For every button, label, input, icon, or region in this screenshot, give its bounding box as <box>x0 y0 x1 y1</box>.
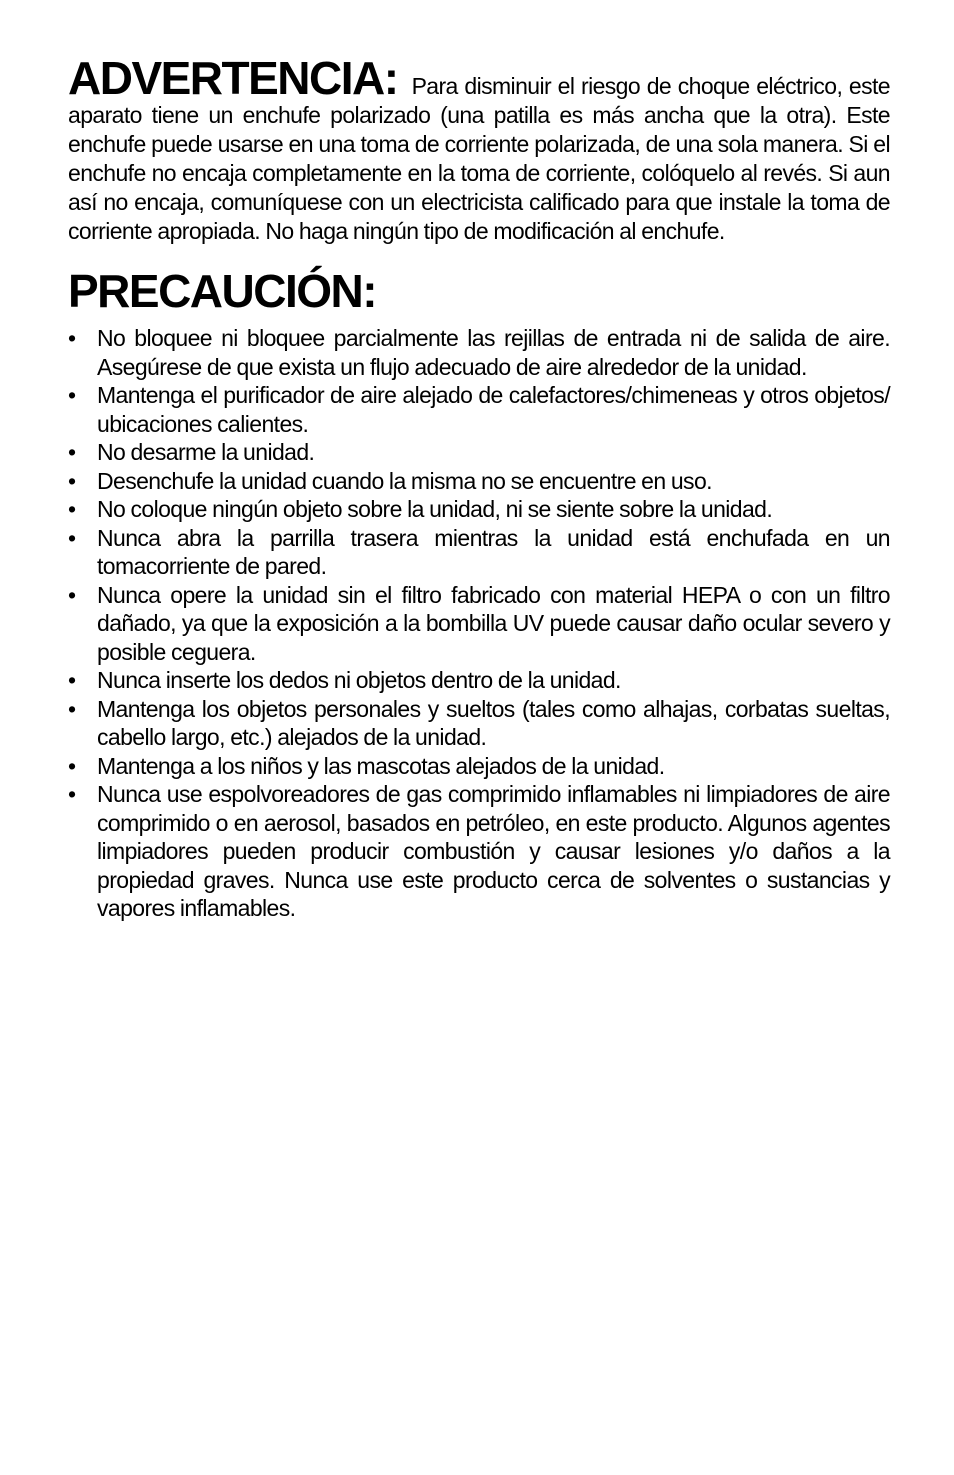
list-item-text: No desarme la unidad. <box>97 439 315 465</box>
list-item <box>68 524 890 581</box>
list-item <box>68 780 890 923</box>
bullet-icon: • <box>68 439 76 465</box>
list-item <box>68 666 890 695</box>
list-item-text: Nunca inserte los dedos ni objetos dentro de la unidad. <box>97 667 621 693</box>
list-item <box>68 695 890 752</box>
list-item <box>68 381 890 438</box>
list-item-text: Mantenga el purificador de aire alejado de calefactores/chimeneas y otros objetos/ ubicaciones calientes. <box>97 382 890 437</box>
bullet-icon: • <box>68 382 76 408</box>
list-item <box>68 467 890 496</box>
bullet-icon: • <box>68 325 76 351</box>
list-item-text: Desenchufe la unidad cuando la misma no se encuentre en uso. <box>97 467 712 494</box>
warning-heading: ADVERTENCIA: <box>68 52 398 104</box>
bullet-icon: • <box>68 781 76 807</box>
list-item-text: Mantenga a los niños y las mascotas alejados de la unidad. <box>97 752 665 779</box>
bullet-icon: • <box>68 467 76 494</box>
list-item-text: Nunca use espolvoreadores de gas comprimido inflamables ni limpiadores de aire comprimido o en aerosol, basados en petróleo, en este producto. Algunos agentes limpiadores pueden producir combustión y causar lesiones y/o daños a la propiedad graves. Nunca use este producto cerca de solventes o sustancias y vapores inflamables. <box>97 781 890 921</box>
precaution-heading: PRECAUCIÓN: <box>68 265 377 317</box>
list-item <box>68 495 890 524</box>
bullet-icon: • <box>68 496 76 522</box>
warning-text: Para disminuir el riesgo de choque eléctrico, este aparato tiene un enchufe polarizado (una patilla es más ancha que la otra). Este enchufe puede usarse en una toma de corriente polarizada, de una sola manera. Si el enchufe no encaja completamente en la toma de corriente, colóquelo al revés. Si aun así no encaja, comuníquese con un electricista calificado para que instale la toma de corriente apropiada. No haga ningún tipo de modificación al enchufe. <box>68 73 890 244</box>
list-item-text: Nunca opere la unidad sin el filtro fabricado con material HEPA o con un filtro dañado, ya que la exposición a la bombilla UV puede causar daño ocular severo y posible ceguera. <box>97 581 890 665</box>
list-item-text: No coloque ningún objeto sobre la unidad, ni se siente sobre la unidad. <box>97 496 773 522</box>
bullet-icon: • <box>68 524 76 551</box>
bullet-icon: • <box>68 752 76 779</box>
precaution-list <box>68 324 890 923</box>
bullet-icon: • <box>68 667 76 693</box>
bullet-icon: • <box>68 695 76 722</box>
manual-page <box>68 52 890 923</box>
warning-section <box>68 52 890 246</box>
list-item <box>68 438 890 467</box>
list-item-text: No bloquee ni bloquee parcialmente las rejillas de entrada ni de salida de aire. Asegúrese de que exista un flujo adecuado de aire alrededor de la unidad. <box>97 325 890 380</box>
list-item-text: Nunca abra la parrilla trasera mientras la unidad está enchufada en un tomacorriente de pared. <box>97 524 890 579</box>
list-item <box>68 752 890 781</box>
list-item <box>68 581 890 667</box>
list-item-text: Mantenga los objetos personales y sueltos (tales como alhajas, corbatas sueltas, cabello largo, etc.) alejados de la unidad. <box>97 695 890 750</box>
list-item <box>68 324 890 381</box>
bullet-icon: • <box>68 581 76 608</box>
